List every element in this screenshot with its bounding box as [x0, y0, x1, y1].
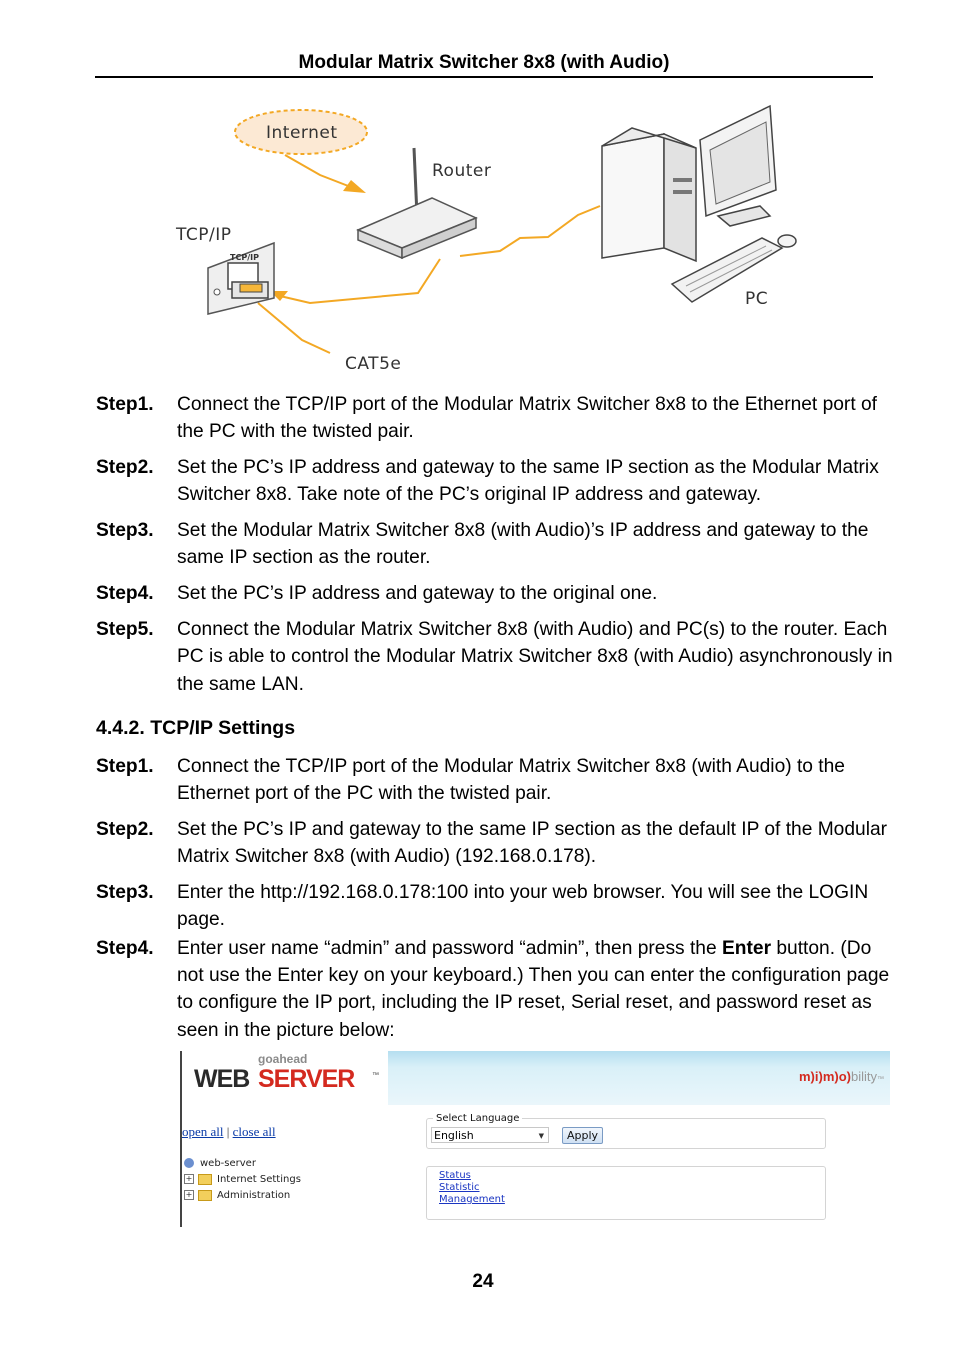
step-text: Set the PC’s IP address and gateway to the same IP section as the Modular Matrix Switcher 8x8. Take note of the PC’s original IP address and gateway. [177, 457, 879, 506]
link-separator: | [226, 1124, 230, 1139]
goahead-logo-text: goahead [258, 1052, 308, 1066]
globe-icon [184, 1158, 194, 1168]
webserver-screenshot [180, 1051, 890, 1229]
step-row [96, 391, 896, 446]
tree-toggle-links [182, 1124, 276, 1140]
step-text-before: Enter user name “admin” and password “admin”, then press the [177, 937, 722, 959]
steps-network [96, 391, 896, 698]
tree-item-internet-settings[interactable] [184, 1171, 301, 1187]
expand-icon[interactable]: + [185, 1190, 193, 1199]
close-all-link[interactable]: close all [232, 1124, 276, 1139]
step-row [96, 517, 896, 572]
tree-label: web-server [200, 1157, 256, 1169]
step-text: Connect the Modular Matrix Switcher 8x8 (with Audio) and PC(s) to the router. Each PC is able to control the Modular Matrix Switcher 8x8 (with Audio) asynchronously in the same LAN. [177, 619, 893, 695]
language-select-value: English [434, 1129, 474, 1142]
pc-mouse [778, 235, 796, 247]
language-panel [426, 1113, 826, 1149]
step-label: Step3. [96, 520, 154, 542]
page-number: 24 [472, 1271, 494, 1292]
folder-icon [198, 1190, 212, 1201]
router-label: Router [432, 161, 492, 181]
cable-router-pc [460, 206, 600, 256]
menu-panel [426, 1166, 826, 1220]
webserver-logo-web: WEB [194, 1065, 250, 1093]
step-row [96, 580, 896, 607]
step-label: Step1. [96, 756, 154, 777]
tcpip-label: TCP/IP [176, 225, 232, 245]
section-title: 4.4.2. TCP/IP Settings [96, 717, 296, 739]
folder-icon [198, 1174, 212, 1185]
tree-label: Administration [217, 1189, 291, 1201]
webserver-logo-server: SERVER [258, 1065, 355, 1093]
arrow-internet-router [343, 180, 366, 193]
chevron-down-icon: ▼ [538, 1132, 544, 1140]
tree-item-administration[interactable] [184, 1187, 301, 1203]
pc-drive-bay-2 [673, 190, 692, 194]
language-panel-title: Select Language [433, 1113, 522, 1124]
cable-cat5e [258, 303, 330, 353]
tree-root[interactable] [184, 1155, 301, 1171]
step-text: Set the PC’s IP and gateway to the same IP section as the default IP of the Modular Matrix Switcher 8x8 (with Audio) (192.168.0.178). [177, 819, 888, 868]
enter-button-ref: Enter [721, 937, 772, 959]
step-label: Step4. [96, 937, 154, 959]
header-rule [95, 76, 873, 78]
step-label: Step5. [96, 619, 154, 641]
apply-button[interactable]: Apply [562, 1127, 603, 1144]
step-text [177, 935, 896, 1044]
step-row [96, 879, 896, 934]
pc-drive-bay [673, 178, 692, 182]
step-row [96, 616, 896, 698]
tree-label: Internet Settings [217, 1173, 301, 1185]
menu-link-status[interactable]: Status [439, 1170, 471, 1181]
step-text-after: button. (Do not use the Enter key on your keyboard.) Then you can enter the configuration page to configure the IP port, including the IP reset, Serial reset, and password reset as seen in the picture below: [177, 937, 890, 1041]
step-label: Step3. [96, 882, 154, 904]
cat5e-label: CAT5e [345, 354, 402, 374]
page-header-title: Modular Matrix Switcher 8x8 (with Audio) [298, 52, 670, 73]
step-row [96, 753, 896, 808]
cable-internet-router [285, 155, 356, 189]
step-label: Step2. [96, 457, 154, 479]
step-row [96, 816, 896, 871]
step-row [96, 935, 896, 1044]
nav-tree [184, 1155, 301, 1203]
step-text: Set the PC’s IP address and gateway to the original one. [177, 583, 658, 605]
step-text: Enter the http://192.168.0.178:100 into your web browser. You will see the LOGIN page. [177, 882, 869, 931]
expand-icon[interactable]: + [185, 1174, 193, 1183]
mimobility-logo: m)i)m)o)bility™ [798, 1069, 884, 1084]
step-row [96, 454, 896, 509]
internet-label: Internet [266, 123, 338, 143]
step-text: Connect the TCP/IP port of the Modular Matrix Switcher 8x8 to the Ethernet port of the PC with the twisted pair. [177, 394, 877, 443]
pc-tower-front [602, 134, 664, 258]
header-banner [388, 1051, 890, 1105]
step-label: Step2. [96, 819, 154, 841]
port-screw [214, 289, 220, 295]
cable-router-tcpip [280, 259, 440, 303]
language-select[interactable] [431, 1127, 549, 1143]
network-diagram [170, 98, 810, 380]
menu-link-management[interactable]: Management [439, 1194, 505, 1205]
pc-tower-side [664, 134, 696, 261]
steps-tcpip-settings [96, 753, 896, 1044]
step-text: Set the Modular Matrix Switcher 8x8 (with Audio)’s IP address and gateway to the same IP section as the router. [177, 520, 869, 569]
step-label: Step4. [96, 583, 154, 605]
step-label: Step1. [96, 394, 154, 415]
pc-label: PC [745, 289, 769, 309]
port-tcpip-text: TCP/IP [230, 253, 259, 262]
open-all-link[interactable]: open all [182, 1124, 224, 1139]
rj45-plug-clip [240, 284, 262, 292]
step-text: Connect the TCP/IP port of the Modular Matrix Switcher 8x8 (with Audio) to the Ethernet port of the PC with the twisted pair. [177, 756, 845, 805]
webserver-logo-tm: ™ [372, 1072, 379, 1079]
menu-link-statistic[interactable]: Statistic [439, 1182, 480, 1193]
